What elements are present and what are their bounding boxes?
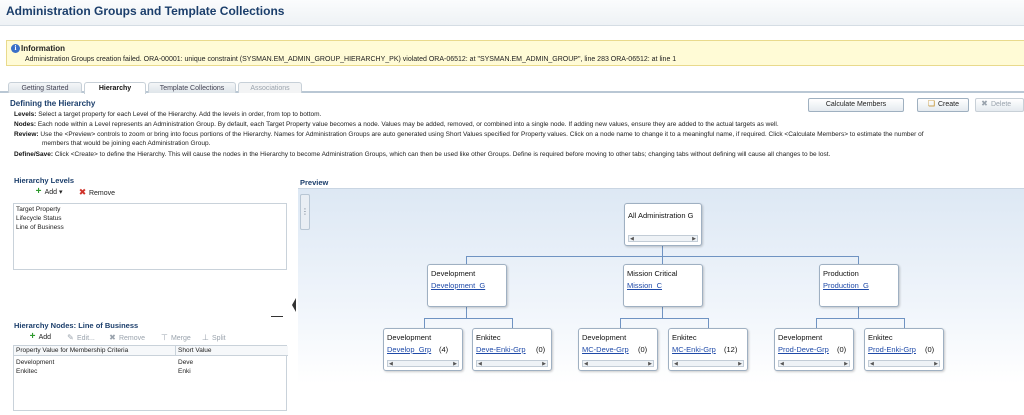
column-header-property-value[interactable]: Property Value for Membership Criteria [14, 346, 176, 356]
nodes-split-button: ⊥ Split [202, 333, 226, 342]
merge-icon: ⊤ [161, 333, 168, 342]
delete-icon: ✖ [981, 99, 988, 108]
panel-splitter-arrow-icon[interactable] [292, 298, 296, 312]
hierarchy-node[interactable] [472, 328, 552, 371]
preview-title: Preview [300, 178, 329, 187]
node-name-link[interactable]: Development_G [431, 281, 486, 290]
nodes-edit-button: ✎ Edit... [67, 333, 95, 342]
hierarchy-levels-table [13, 203, 287, 270]
column-header-short-value[interactable]: Short Value [176, 346, 288, 356]
node-title: Mission Critical [627, 269, 678, 278]
connector [466, 256, 467, 264]
connector [424, 318, 425, 328]
scroll-left-icon[interactable]: ◀ [780, 361, 784, 367]
hierarchy-node[interactable] [668, 328, 748, 371]
tab-template-collections[interactable]: Template Collections [148, 82, 236, 93]
node-scrollbar[interactable] [672, 360, 744, 367]
scroll-left-icon[interactable]: ◀ [389, 361, 393, 367]
hierarchy-node[interactable] [578, 328, 658, 371]
node-scrollbar[interactable] [476, 360, 548, 367]
node-title: Enkitec [476, 333, 501, 342]
node-name-link[interactable]: Prod-Deve-Grp [778, 345, 829, 354]
levels-add-button[interactable]: + Add ▾ [35, 186, 63, 197]
tab-hierarchy[interactable]: Hierarchy [84, 82, 146, 94]
remove-icon: ✖ [109, 333, 116, 342]
scroll-left-icon[interactable]: ◀ [478, 361, 482, 367]
connector [620, 318, 621, 328]
split-icon: ⊥ [202, 333, 209, 342]
hierarchy-node-root[interactable] [624, 203, 702, 246]
node-title: Development [778, 333, 823, 342]
nodes-remove-button: ✖ Remove [109, 333, 146, 342]
hierarchy-node[interactable] [774, 328, 854, 371]
scroll-right-icon[interactable]: ▶ [934, 361, 938, 367]
scroll-right-icon[interactable]: ▶ [844, 361, 848, 367]
node-title: Development [582, 333, 627, 342]
scroll-left-icon[interactable]: ◀ [870, 361, 874, 367]
nodes-merge-button: ⊤ Merge [161, 333, 191, 342]
node-scrollbar[interactable] [582, 360, 654, 367]
hierarchy-node[interactable] [623, 264, 703, 307]
node-title: Enkitec [672, 333, 697, 342]
hierarchy-node[interactable] [819, 264, 899, 307]
node-title: Development [431, 269, 476, 278]
section-title: Defining the Hierarchy [10, 99, 96, 108]
scroll-left-icon[interactable]: ◀ [674, 361, 678, 367]
page-title: Administration Groups and Template Collections [6, 4, 285, 18]
hierarchy-nodes-title: Hierarchy Nodes: Line of Business [14, 321, 139, 330]
info-icon: i [11, 44, 20, 53]
scroll-right-icon[interactable]: ▶ [542, 361, 546, 367]
node-title: Production [823, 269, 859, 278]
connector [424, 318, 512, 319]
connector [662, 256, 663, 264]
list-item[interactable]: Line of Business [16, 224, 64, 231]
node-member-count: (0) [638, 345, 648, 354]
instruction-review-cont: members that would be joining each Administration Group. [42, 140, 211, 147]
remove-icon: ✖ [78, 187, 87, 197]
instruction-levels: Levels: Select a target property for each Level of the Hierarchy. Add the levels in order, from top to bottom. [14, 111, 322, 118]
title-bar [0, 0, 1024, 26]
table-row-short[interactable]: Deve [178, 359, 194, 366]
create-label: Create [937, 101, 959, 108]
scroll-left-icon[interactable]: ◀ [630, 236, 634, 242]
connector [662, 245, 663, 256]
levels-column-header: Target Property [16, 206, 61, 213]
delete-button [975, 98, 1024, 112]
calculate-members-button[interactable]: Calculate Members [808, 98, 904, 112]
scroll-right-icon[interactable]: ▶ [648, 361, 652, 367]
instruction-review: Review: Use the <Preview> controls to zoom or bring into focus portions of the Hierarchy. Names for Administration Groups are auto generated using Short Values specified for Property values. Click on a node name to change it to a meaningful name, if required. Click <Calculate Members> to estimate the number of [14, 131, 924, 138]
node-title: Development [387, 333, 432, 342]
node-name-link[interactable]: Develop_Grp [387, 345, 432, 354]
hierarchy-nodes-table [13, 345, 287, 411]
plus-icon: + [29, 331, 36, 342]
connector [466, 306, 467, 318]
hierarchy-node[interactable] [383, 328, 463, 371]
tab-associations: Associations [238, 82, 302, 93]
connector [620, 318, 708, 319]
node-scrollbar[interactable] [387, 360, 459, 367]
node-scrollbar[interactable] [868, 360, 940, 367]
nodes-add-button[interactable]: + Add [29, 331, 52, 342]
connector [512, 318, 513, 328]
scroll-right-icon[interactable]: ▶ [453, 361, 457, 367]
instruction-nodes: Nodes: Each node within a Level represents an Administration Group. By default, each Target Property value becomes a node. Values may be added, removed, or combined into a single node. If adding new values, ensure they are added to the actual targets as well. [14, 121, 779, 128]
node-title: Enkitec [868, 333, 893, 342]
scroll-right-icon[interactable]: ▶ [738, 361, 742, 367]
plus-icon: + [35, 186, 42, 197]
table-row-value[interactable]: Enkitec [16, 368, 38, 375]
collapse-handle[interactable] [271, 316, 283, 320]
instruction-define-save: Define/Save: Click <Create> to define the Hierarchy. This will cause the nodes in the Hierarchy to become Administration Groups, which can then be used like other Groups. Define is required before moving to other tabs; changing tabs without defining will cause all changes to be lost. [14, 151, 831, 158]
table-row-short[interactable]: Enki [178, 368, 191, 375]
pencil-icon: ✎ [67, 333, 74, 342]
connector [708, 318, 709, 328]
delete-label: Delete [990, 101, 1012, 108]
list-item[interactable]: Lifecycle Status [16, 215, 62, 222]
node-name-link[interactable]: MC-Enki-Grp [672, 345, 716, 354]
connector [816, 318, 904, 319]
hierarchy-node[interactable] [864, 328, 944, 371]
table-row-value[interactable]: Development [16, 359, 55, 366]
preview-controls-handle-icon[interactable]: ⋮ [300, 194, 310, 230]
node-member-count: (4) [439, 345, 449, 354]
node-scrollbar[interactable] [628, 235, 698, 242]
information-title: Information [21, 44, 65, 53]
connector [662, 306, 663, 318]
create-button[interactable] [917, 98, 969, 112]
node-member-count: (0) [925, 345, 935, 354]
node-member-count: (0) [536, 345, 546, 354]
node-name-link[interactable]: Prod-Enki-Grp [868, 345, 916, 354]
node-member-count: (12) [724, 345, 738, 354]
node-member-count: (0) [837, 345, 847, 354]
node-name-link[interactable]: MC-Deve-Grp [582, 345, 629, 354]
tab-bar [0, 82, 1024, 93]
levels-remove-button[interactable]: ✖ Remove [78, 187, 116, 197]
node-scrollbar[interactable] [778, 360, 850, 367]
connector [858, 256, 859, 264]
node-name-link[interactable]: Deve-Enki-Grp [476, 345, 526, 354]
information-message: Administration Groups creation failed. ORA-00001: unique constraint (SYSMAN.EM_ADMIN_GROUP_HIERARCHY_PK) violated ORA-06512: at "SYSMAN.EM_ADMIN_GROUP", line 283 ORA-06512: at line 1 [25, 56, 677, 63]
connector [858, 306, 859, 318]
connector [816, 318, 817, 328]
scroll-left-icon[interactable]: ◀ [584, 361, 588, 367]
tab-getting-started[interactable]: Getting Started [8, 82, 82, 93]
scroll-right-icon[interactable]: ▶ [692, 236, 696, 242]
node-name-link[interactable]: Production_G [823, 281, 869, 290]
create-icon: ❏ [927, 99, 936, 108]
information-message-box [6, 40, 1024, 66]
node-title: All Administration G [628, 211, 694, 220]
hierarchy-levels-title: Hierarchy Levels [14, 176, 75, 185]
hierarchy-node[interactable] [427, 264, 507, 307]
connector [904, 318, 905, 328]
node-name-link[interactable]: Mission_C [627, 281, 663, 290]
